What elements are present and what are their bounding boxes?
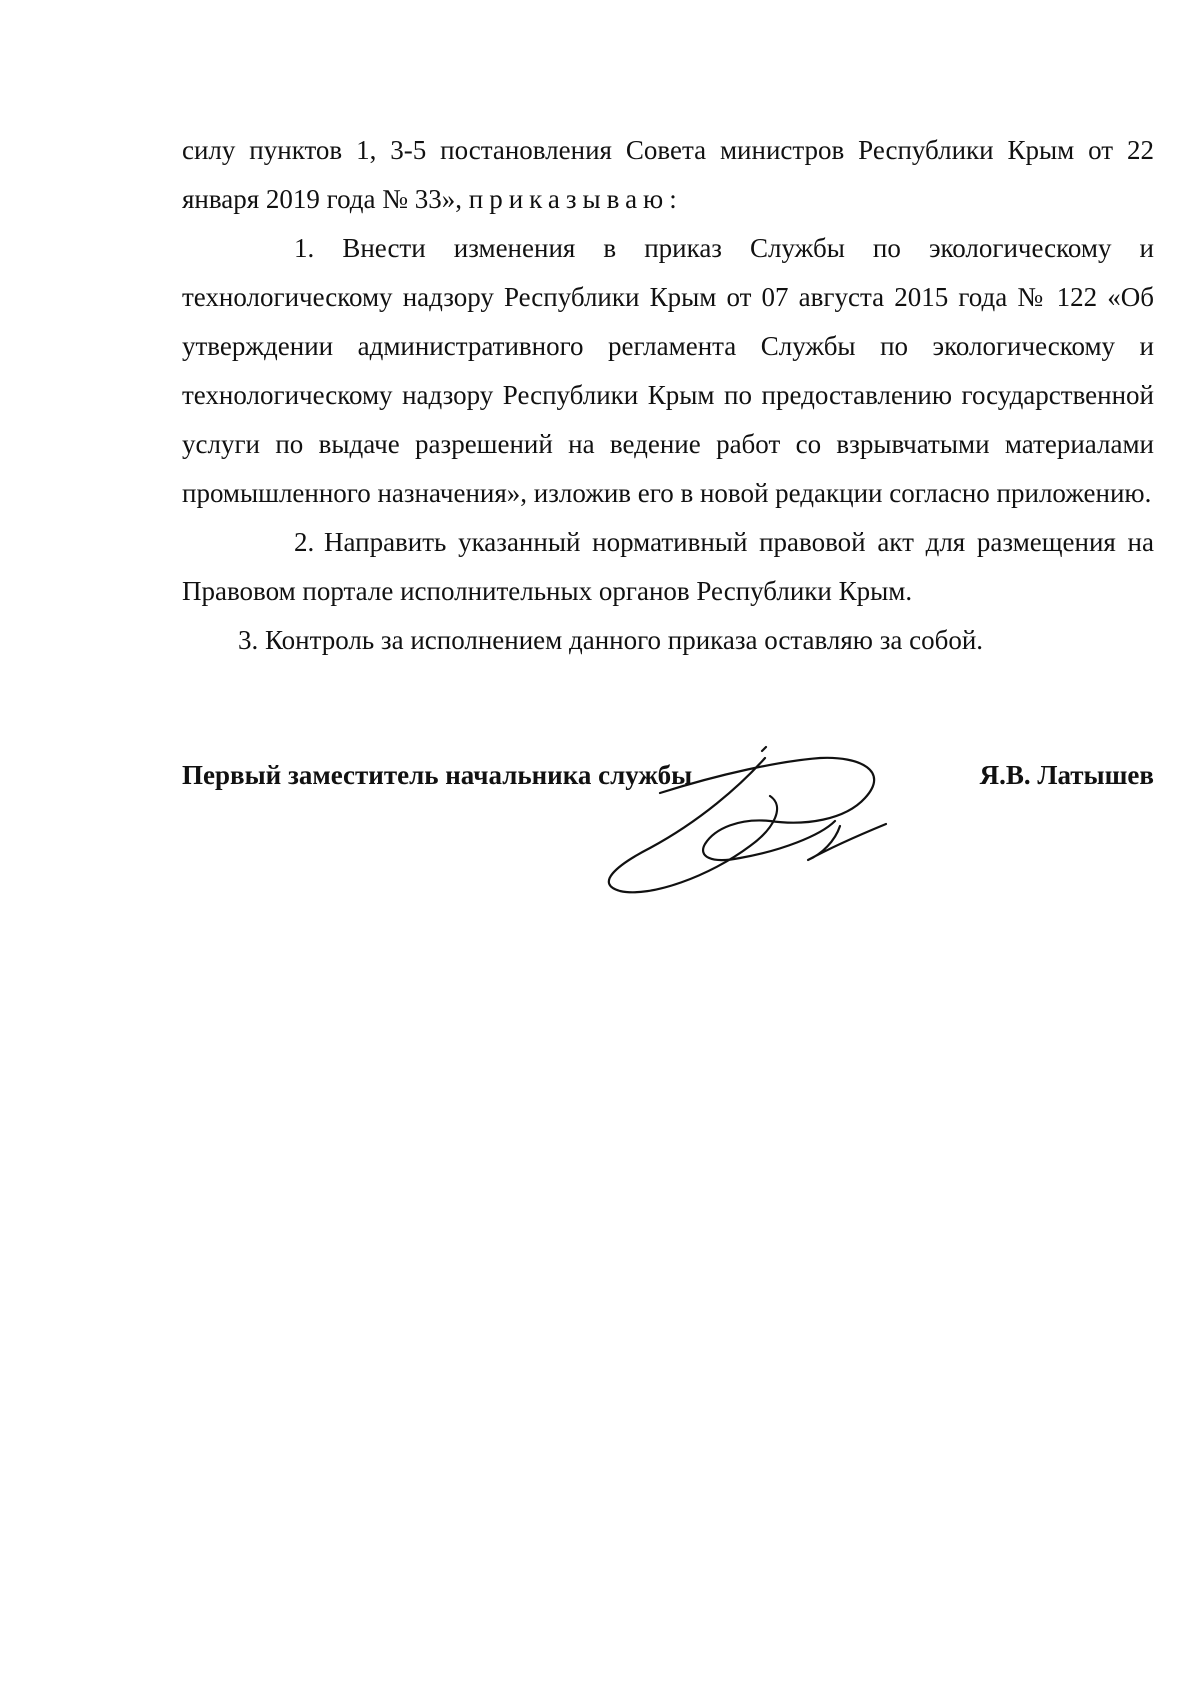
signature-stroke-main: [660, 758, 874, 860]
document-body: [182, 126, 1154, 665]
item-2-paragraph: [182, 518, 1154, 616]
intro-paragraph: [182, 126, 1154, 224]
item-1-paragraph: [182, 224, 1154, 518]
intro-text: силу пунктов 1, 3-5 постановления Совета министров Республики Крым от 22 января 2019 года № 33»,: [182, 135, 1154, 214]
signature-stroke-tail: [808, 824, 886, 860]
item-1-text: Внести изменения в приказ Службы по экологическому и технологическому надзору Республики Крым от 07 августа 2015 года № 122 «Об утверждении административного регламента Службы по экологическому и технологическому надзору Республики Крым по предоставлению государственной услуги по выдаче разрешений на ведение работ со взрывчатыми материалами промышленного назначения», изложив его в новой редакции согласно приложению.: [182, 233, 1154, 508]
item-3-paragraph: [182, 616, 1154, 665]
signature-stroke-loop: [609, 758, 777, 892]
signature-stroke-dot: [762, 747, 766, 751]
item-2-text: Направить указанный нормативный правовой акт для размещения на Правовом портале исполнительных органов Республики Крым.: [182, 527, 1154, 606]
signatory-title: Первый заместитель начальника службы: [182, 760, 693, 790]
item-3-text: 3. Контроль за исполнением данного приказа оставляю за собой.: [238, 625, 984, 655]
signatory-name: Я.В. Латышев: [979, 760, 1154, 790]
item-1-number: 1.: [294, 233, 315, 263]
handwritten-signature: [590, 736, 920, 896]
item-2-number: 2.: [294, 527, 315, 557]
intro-spaced-word: приказываю:: [468, 184, 683, 214]
